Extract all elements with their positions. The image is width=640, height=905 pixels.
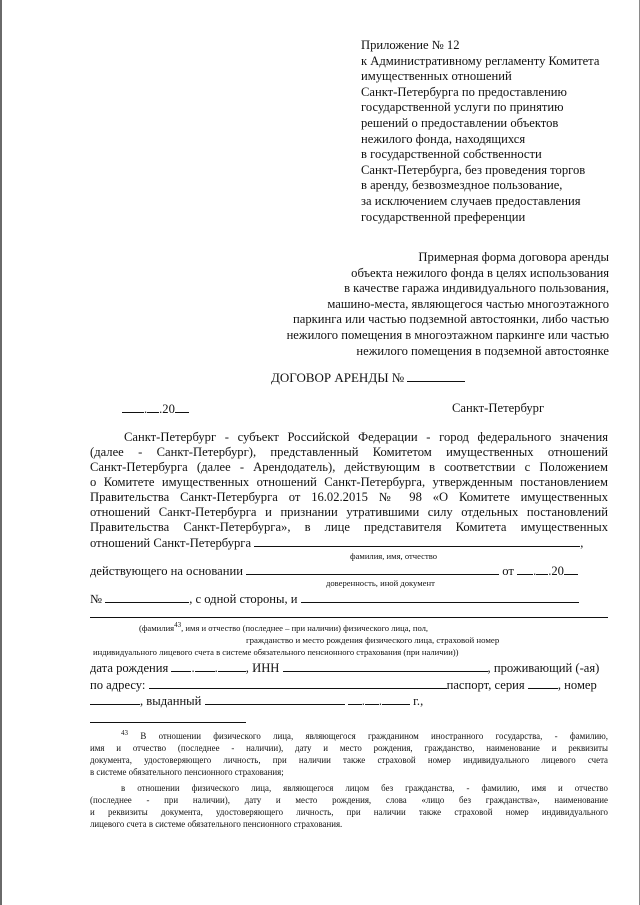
body-line: Санкт-Петербург - субъект Российской Федерации - город федерального значения xyxy=(124,430,608,444)
basis-month-blank[interactable] xyxy=(536,563,548,575)
form-title-line: нежилого помещения в подземной автостоянке xyxy=(356,343,609,358)
date-day-blank[interactable] xyxy=(122,401,144,413)
form-title-line: машино-места, являющегося частью многоэтажного xyxy=(327,296,609,311)
basis-document-field[interactable] xyxy=(246,563,499,575)
footnote-mark: 43 xyxy=(121,729,128,738)
issue-day-blank[interactable] xyxy=(348,693,362,705)
representative-row: отношений Санкт-Петербурга , xyxy=(90,536,584,550)
basis-day-blank[interactable] xyxy=(517,563,533,575)
contract-title-text: ДОГОВОР АРЕНДЫ № xyxy=(271,370,405,385)
inn-field[interactable] xyxy=(283,660,488,672)
person-caption-3: индивидуального лицевого счета в системе обязательного пенсионного страхования (при наличии)) xyxy=(93,647,459,657)
footnote-ref[interactable]: 43 xyxy=(174,621,182,630)
date-year-blank[interactable] xyxy=(175,401,189,413)
contract-city: Санкт-Петербург xyxy=(452,401,545,415)
form-title-line: паркинга или частью подземной автостоянки, либо частью xyxy=(293,312,609,327)
appendix-line: в аренду, безвозмездное пользование, xyxy=(361,178,563,193)
issue-year-blank[interactable] xyxy=(382,693,410,705)
basis-caption: доверенность, иной документ xyxy=(326,578,435,588)
contract-date: . .20 xyxy=(122,401,189,417)
date-month-blank[interactable] xyxy=(147,401,159,413)
person-caption-2: гражданство и место рождения физического лица, страховой номер xyxy=(246,635,500,645)
appendix-header xyxy=(361,38,599,225)
one-side-text: , с одной стороны, и xyxy=(189,592,298,606)
birth-year-blank[interactable] xyxy=(218,660,246,672)
representative-label: отношений Санкт-Петербурга xyxy=(90,536,252,550)
scan-edge-left xyxy=(0,0,2,905)
footnote-separator xyxy=(90,722,246,723)
footnote-line: и реквизиты документа, удостоверяющего личность, при наличии также страховой номер индивидуального xyxy=(90,807,608,817)
appendix-line: государственной преференции xyxy=(361,209,526,224)
body-line: Правительства Санкт-Петербурга от 16.02.2015 № 98 «О Комитете имущественных xyxy=(90,490,608,504)
issued-row: , выданный . . г., xyxy=(90,693,608,709)
form-title-line: объекта нежилого фонда в целях использования xyxy=(351,265,609,280)
body-line: отношений Санкт-Петербурга и признании утратившими силу отдельных постановлений xyxy=(90,505,608,519)
address-label: по адресу: xyxy=(90,678,146,692)
contract-number-blank[interactable] xyxy=(407,370,465,382)
number-label: № xyxy=(90,592,103,606)
counterparty-field-2[interactable] xyxy=(90,617,608,618)
issued-label: , выданный xyxy=(140,694,202,708)
form-title xyxy=(287,250,609,359)
basis-from-label: от xyxy=(502,564,514,578)
body-line: Правительства Санкт-Петербурга», в лице представителя Комитета имущественных xyxy=(90,520,608,534)
document-number-field[interactable] xyxy=(105,591,189,603)
caption-text: , имя и отчество (последнее – при наличии) физического лица, пол, xyxy=(181,623,429,633)
footnote-line: документа, удостоверяющего личность, при наличии также страховой номер индивидуального лицевого счета xyxy=(90,755,608,765)
passport-number-field[interactable] xyxy=(90,693,140,705)
caption-text: (фамилия xyxy=(139,623,175,633)
basis-year-blank[interactable] xyxy=(564,563,578,575)
issued-by-field[interactable] xyxy=(205,693,345,705)
basis-label: действующего на основании xyxy=(90,564,243,578)
appendix-line: имущественных отношений xyxy=(361,69,512,84)
body-line: (далее - Санкт-Петербург), представленный Комитетом имущественных отношений xyxy=(90,445,608,459)
footnote-line: в отношении физического лица, являющегося лицом без гражданства, - фамилию, имя и отчество xyxy=(121,783,608,793)
footnote-line xyxy=(121,731,608,743)
issue-month-blank[interactable] xyxy=(365,693,379,705)
address-field[interactable] xyxy=(149,677,447,689)
passport-series-field[interactable] xyxy=(528,677,558,689)
appendix-line: к Административному регламенту Комитета xyxy=(361,53,600,68)
date-year-prefix: .20 xyxy=(159,402,175,416)
birth-day-blank[interactable] xyxy=(171,660,191,672)
representative-caption: фамилия, имя, отчество xyxy=(350,551,437,561)
appendix-line: в государственной собственности xyxy=(361,147,542,162)
number-row xyxy=(90,591,608,607)
residing-label: , проживающий (-ая) xyxy=(487,661,600,675)
birth-row: дата рождения . . , ИНН , проживающий (-ая) xyxy=(90,661,600,675)
basis-year-prefix: .20 xyxy=(548,564,564,578)
footnote-line: (последнее - при наличии), дату и место рождения, слова «лицо без гражданства», наименование xyxy=(90,795,608,805)
birth-label: дата рождения xyxy=(90,661,169,675)
basis-row: действующего на основании от . .20 xyxy=(90,563,608,579)
body-line: Санкт-Петербурга (далее - Арендодатель), действующим в соответствии с Положением xyxy=(90,460,608,474)
footnote-line: в системе обязательного пенсионного страхования; xyxy=(90,767,284,777)
representative-name-field[interactable] xyxy=(254,535,580,547)
footnote-line: имя и отчество (последнее - наличии), дату и место рождения, гражданство, наименование и реквизиты xyxy=(90,743,608,753)
passport-label: паспорт, серия xyxy=(446,678,525,692)
appendix-line: за исключением случаев предоставления xyxy=(361,193,581,208)
counterparty-field-1[interactable] xyxy=(301,591,579,603)
appendix-line: Приложение № 12 xyxy=(361,38,460,52)
appendix-line: решений о предоставлении объектов xyxy=(361,115,559,130)
appendix-line: государственной услуги по принятию xyxy=(361,100,564,115)
contract-title xyxy=(271,370,465,386)
address-row xyxy=(90,677,608,693)
form-title-line: нежилого помещения в многоэтажном паркинге или частью xyxy=(286,327,609,342)
appendix-line: Санкт-Петербурга по предоставлению xyxy=(361,84,567,99)
inn-label: , ИНН xyxy=(245,661,280,675)
appendix-line: нежилого фонда, находящихся xyxy=(361,131,526,146)
person-caption-1 xyxy=(139,623,428,633)
appendix-line: Санкт-Петербурга, без проведения торгов xyxy=(361,162,586,177)
passport-number-label: , номер xyxy=(557,678,597,692)
footnote-line: лицевого счета в системе обязательного пенсионного страхования. xyxy=(90,819,343,829)
year-suffix: г., xyxy=(413,694,424,708)
footnote-text: В отношении физического лица, являющегося гражданином иностранного государства, - фамилию, xyxy=(140,731,608,741)
form-title-line: Примерная форма договора аренды xyxy=(418,250,609,264)
birth-month-blank[interactable] xyxy=(195,660,215,672)
form-title-line: в качестве гаража индивидуального пользования, xyxy=(344,281,609,296)
body-line: о Комитете имущественных отношений Санкт-Петербурга, утвержденным постановлением xyxy=(90,475,608,489)
